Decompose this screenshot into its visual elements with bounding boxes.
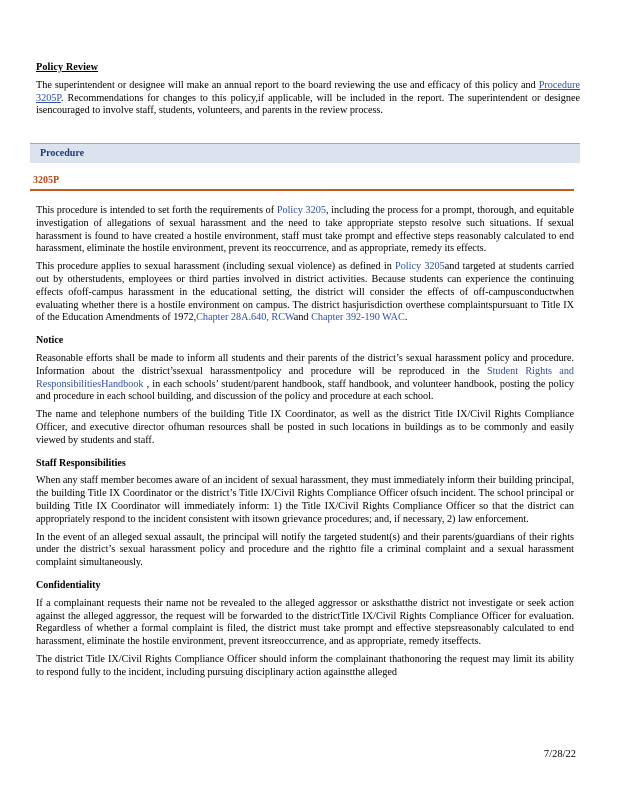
text-run: , in each schools’ student/parent handbook, staff handbook, and volunteer handbook, posting the policy and procedure in each school building, and discussion of the policy and procedure at each school. [36, 378, 574, 403]
text-run: This procedure is intended to set forth the requirements of [36, 205, 277, 216]
notice-heading: Notice [36, 335, 64, 347]
staff-paragraph-1: When any staff member becomes aware of an incident of sexual harassment, they must immediately inform their building principal, the building Title IX Coordinator or the district’s Title IX/Civil Rights Compliance Officer ofsuch incident. The school principal or building Title IX Coordinator will immediately inform: 1) the Title IX/Civil Rights Compliance Officer so that the district can appropriately respond to the incident consistent with itsown grievance procedures; and, if necessary, 2) law enforcement. [36, 475, 574, 525]
notice-paragraph-2: The name and telephone numbers of the building Title IX Coordinator, as well as the district Title IX/Civil Rights Compliance Officer, and executive director ofhuman resources shall be posted in such locations in buildings as to be commonly and easily viewed by students and staff. [36, 409, 574, 446]
chapter-28a-640-rcw-link[interactable]: Chapter 28A.640, RCW [196, 312, 294, 324]
intro-paragraph-2 [36, 261, 574, 325]
text-run: and [293, 312, 312, 324]
text-run: and targeted at students carried out by otherstudents, employees or third parties involved in district activities. Because students can experience the continuing effects ofoff-campus harassment in the educational setting, the district will consider the effects of off-campusconductwhen evaluating whether there is a hostile environment on campus. The district hasjurisdiction overthese complaintspursuant to Title IX of the Education Amendments of 1972, [36, 261, 574, 324]
policy-review-section [36, 62, 580, 118]
policy-review-paragraph [36, 80, 580, 118]
procedure-banner [30, 143, 580, 163]
procedure-number: 3205P [33, 175, 60, 186]
confidentiality-paragraph-2: The district Title IX/Civil Rights Compliance Officer should inform the complainant thathonoring the request may limit its ability to respond fully to the incident, including pursuing disciplinary action againstthe alleged [36, 653, 574, 678]
confidentiality-paragraph-1: If a complainant requests their name not be revealed to the alleged aggressor or asksthatthe district not investigate or seek action against the alleged aggressor, the request will be forwarded to the districtTitle IX/Civil Rights Compliance Officer for evaluation. Regardless of whether a formal complaint is filed, the district must take prompt and effective stepsreasonably calculated to end harassment, eliminate the hostile environment, prevent itsreoccurrence, and as appropriate, remedy itseffects. [36, 597, 574, 648]
procedure-divider [30, 189, 574, 191]
procedure-3205p-link[interactable]: Procedure 3205P [36, 79, 580, 104]
text-run: , including the process for a prompt, thorough, and equitable investigation of allegations of sexual harassment and the need to take appropriate stepsto resolve such situations. If sexual harassment is found to have created a hostile environment, staff must take prompt and effective steps reasonably calculated to end harassment, eliminate the hostile environment, prevent its reoccurrence, and as appropriate, remedy its effects. [36, 205, 574, 255]
text-run: The superintendent or designee will make an annual report to the board reviewing the use and efficacy of this policy and [36, 79, 539, 91]
staff-paragraph-2: In the event of an alleged sexual assault, the principal will notify the targeted student(s) and their parents/guardians of their rights under the district’s sexual harassment policy and procedure and the rightto file a criminal complaint and a sexual harassment complaint simultaneously. [36, 531, 574, 569]
notice-paragraph-1 [36, 353, 574, 404]
text-run: . Recommendations for changes to this policy,if applicable, will be included in the report. The superintendent or designee isencouraged to involve staff, students, volunteers, and parents in the review process. [36, 92, 580, 117]
policy-3205-link[interactable]: Policy 3205 [395, 261, 445, 273]
footer-date: 7/28/22 [543, 749, 576, 760]
confidentiality-heading: Confidentiality [36, 579, 101, 591]
student-handbook-link[interactable]: Student Rights and ResponsibilitiesHandbook [36, 365, 575, 390]
text-run: Reasonable efforts shall be made to inform all students and their parents of the district’s sexual harassment policy and procedure. Information about the district’ssexual harassmentpolicy and procedure will be reproduced in the [36, 352, 574, 377]
staff-responsibilities-heading: Staff Responsibilities [36, 457, 126, 469]
policy-review-heading: Policy Review [36, 62, 99, 73]
text-run: . [404, 312, 408, 324]
policy-3205-link[interactable]: Policy 3205 [276, 205, 326, 216]
procedure-body [36, 205, 574, 680]
procedure-banner-label: Procedure [40, 148, 85, 159]
text-run: This procedure applies to sexual harassment (including sexual violence) as defined in [36, 261, 396, 273]
chapter-392-190-wac-link[interactable]: Chapter 392-190 WAC [311, 312, 405, 324]
intro-paragraph-1 [36, 205, 574, 256]
